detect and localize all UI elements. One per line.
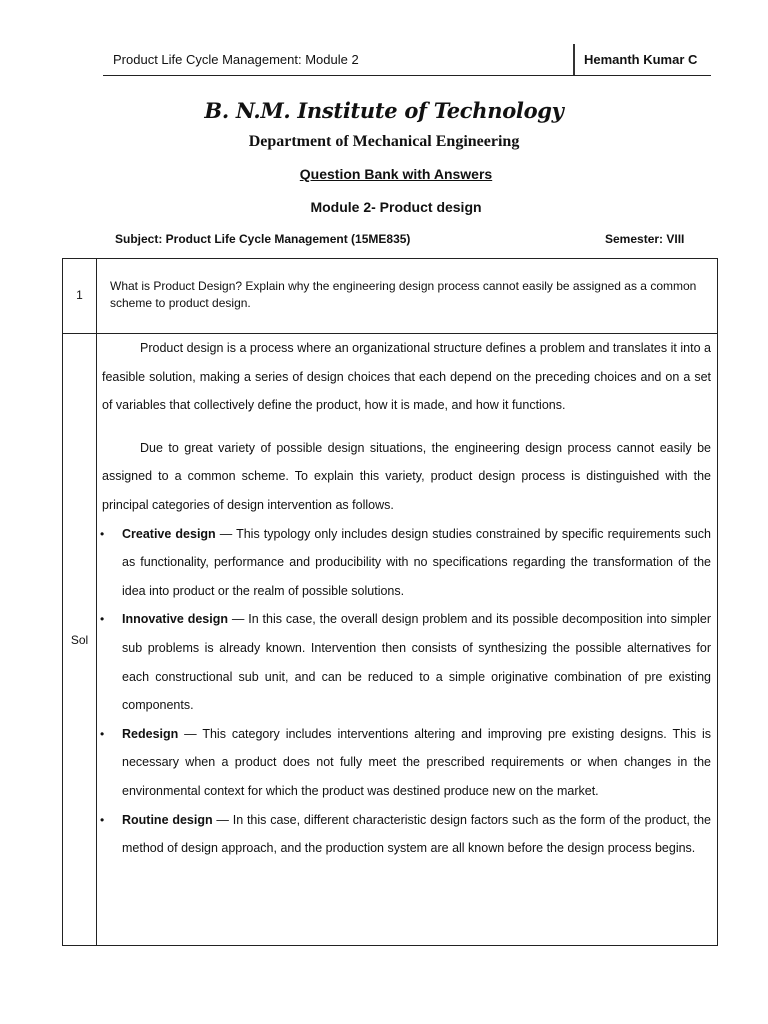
answer-body	[102, 334, 711, 863]
bullet-icon: •	[100, 526, 105, 541]
question-number: 1	[76, 288, 83, 302]
list-item-term: Innovative design	[122, 612, 228, 627]
header-rule	[103, 75, 711, 76]
document-title: Question Bank with Answers	[299, 166, 493, 182]
answer-paragraph-1: Product design is a process where an organizational structure defines a problem and translates it into a feasible solution, making a series of design choices that each depend on the preceding choices and on a set of variables that collectively define the product, how it is made, and how it functions.	[102, 341, 711, 413]
list-item	[102, 520, 711, 606]
header-divider	[573, 44, 575, 76]
list-item	[102, 806, 711, 863]
header-author: Hemanth Kumar C	[584, 52, 698, 67]
list-item-text: — This category includes interventions altering and improving pre existing designs. This is necessary when a product does not fully meet the prescribed requirements or when changes in the environmental context for which the product was destined produce new on the market.	[122, 726, 711, 798]
list-item-text: — In this case, the overall design problem and its possible decomposition into simpler sub problems is already known. Intervention then consists of synthesizing the possible alternatives for each constructional sub unit, and can be reduced to a simple originative combination of pre existing components.	[122, 612, 711, 713]
list-item-term: Redesign	[122, 726, 179, 741]
institute-name: B. N.M. Institute of Technology	[204, 98, 564, 123]
list-item	[102, 605, 711, 719]
bullet-icon: •	[100, 726, 105, 741]
answer-paragraph-2: Due to great variety of possible design situations, the engineering design process cannot easily be assigned to a common scheme. To explain this variety, product design process is distinguished with the principal categories of design intervention as follows.	[102, 440, 711, 512]
list-item-text: — This typology only includes design studies constrained by specific requirements such as functionality, performance and producibility with no specifications regarding the transformation of the idea into product or the realm of possible solutions.	[122, 526, 711, 598]
bullet-icon: •	[100, 612, 105, 627]
list-item-term: Creative design	[122, 526, 216, 541]
page-header	[103, 44, 711, 76]
list-item-text: — In this case, different characteristic design factors such as the form of the product, the method of design approach, and the production system are all known before the design process begins.	[122, 812, 711, 856]
question-table	[62, 258, 718, 946]
module-title: Module 2- Product design	[310, 199, 482, 215]
list-item-term: Routine design	[122, 812, 213, 827]
header-course-title: Product Life Cycle Management: Module 2	[113, 52, 359, 67]
solution-label: Sol	[70, 633, 89, 647]
design-category-list	[102, 520, 711, 863]
subject-line: Subject: Product Life Cycle Management (15ME835)	[115, 232, 411, 246]
table-column-rule	[96, 259, 97, 945]
question-text: What is Product Design? Explain why the engineering design process cannot easily be assigned as a common scheme to product design.	[110, 279, 697, 310]
list-item	[102, 720, 711, 806]
department-name: Department of Mechanical Engineering	[248, 133, 520, 150]
semester-line: Semester: VIII	[605, 232, 685, 246]
bullet-icon: •	[100, 812, 105, 827]
